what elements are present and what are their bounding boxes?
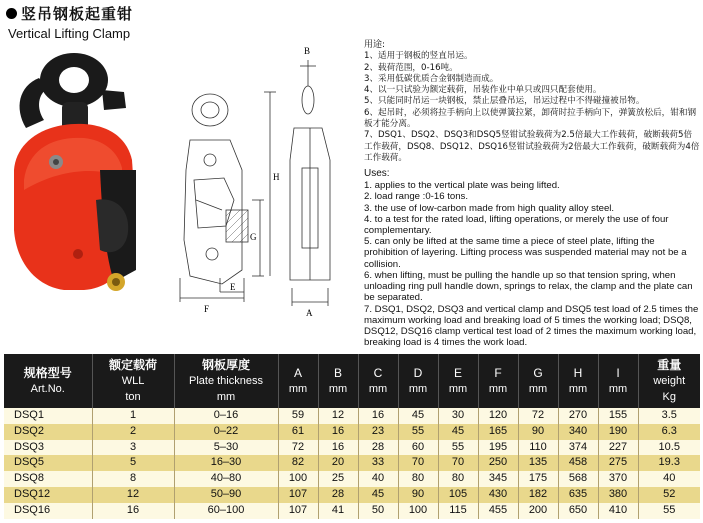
table-cell: 0–22 (174, 424, 278, 440)
table-cell: 70 (438, 455, 478, 471)
table-cell: 16 (318, 440, 358, 456)
table-cell: 227 (598, 440, 638, 456)
table-row (4, 440, 700, 456)
table-cell: 19.3 (638, 455, 700, 471)
table-cell: 52 (638, 487, 700, 503)
label-dim-g: G (250, 232, 257, 242)
table-cell: 33 (358, 455, 398, 471)
table-cell: 40 (358, 471, 398, 487)
table-cell: 115 (438, 503, 478, 519)
table-cell: 155 (598, 408, 638, 424)
table-cell: DSQ12 (4, 487, 92, 503)
table-cell: 0–16 (174, 408, 278, 424)
table-cell: 455 (478, 503, 518, 519)
table-cell: 55 (398, 424, 438, 440)
spec-table (4, 354, 700, 519)
bullet-icon (6, 8, 17, 19)
usage-cn-item: 1、适用于钢板的竖直吊运。 (364, 51, 473, 62)
table-cell: 107 (278, 487, 318, 503)
header-weight: 重量 weight Kg (638, 354, 700, 408)
header-thickness: 钢板厚度 Plate thickness mm (174, 354, 278, 408)
table-row (4, 424, 700, 440)
table-cell: 190 (598, 424, 638, 440)
usage-en-item: 5. can only be lifted at the same time a piece of steel plate, lifting the prohibition of layering. Lifting process was suspended material may not be a collision. (364, 236, 687, 270)
table-cell: 45 (438, 424, 478, 440)
table-cell: 195 (478, 440, 518, 456)
table-cell: 60–100 (174, 503, 278, 519)
usage-section (364, 40, 700, 348)
table-row (4, 455, 700, 471)
table-cell: 270 (558, 408, 598, 424)
usage-en-item: 3. the use of low-carbon made from high quality alloy steel. (364, 202, 615, 214)
table-cell: 25 (318, 471, 358, 487)
table-cell: 345 (478, 471, 518, 487)
table-cell: 45 (398, 408, 438, 424)
table-cell: 175 (518, 471, 558, 487)
table-cell: 12 (318, 408, 358, 424)
table-cell: DSQ5 (4, 455, 92, 471)
table-cell: 45 (358, 487, 398, 503)
table-cell: 374 (558, 440, 598, 456)
table-cell: 50 (358, 503, 398, 519)
page-title (6, 4, 133, 22)
table-cell: DSQ3 (4, 440, 92, 456)
table-cell: 82 (278, 455, 318, 471)
table-cell: 380 (598, 487, 638, 503)
table-cell: 12 (92, 487, 174, 503)
header-dim-g: G mm (518, 354, 558, 408)
usage-en-item: 1. applies to the vertical plate was being lifted. (364, 180, 560, 192)
table-cell: 55 (638, 503, 700, 519)
header-dim-a: A mm (278, 354, 318, 408)
technical-drawings (160, 40, 356, 330)
table-cell: 60 (398, 440, 438, 456)
header-wll: 额定载荷 WLL ton (92, 354, 174, 408)
header-dim-e: E mm (438, 354, 478, 408)
table-cell: 3 (92, 440, 174, 456)
table-cell: 275 (598, 455, 638, 471)
table-cell: 340 (558, 424, 598, 440)
header-dim-i: I mm (598, 354, 638, 408)
table-cell: 28 (318, 487, 358, 503)
table-cell: DSQ16 (4, 503, 92, 519)
table-cell: 182 (518, 487, 558, 503)
label-dim-a: A (306, 308, 313, 318)
label-dim-f: F (204, 304, 210, 314)
table-cell: 370 (598, 471, 638, 487)
usage-cn-item: 6、起吊时，必须将拉手柄向上以使弹簧拉紧，卸荷时拉手柄向下，弹簧放松后，钳和钢板才能分离。 (364, 107, 697, 130)
table-row (4, 503, 700, 519)
table-row (4, 408, 700, 424)
table-row (4, 487, 700, 503)
table-cell: 10.5 (638, 440, 700, 456)
header-dim-c: C mm (358, 354, 398, 408)
table-cell: 80 (398, 471, 438, 487)
table-cell: 90 (398, 487, 438, 503)
usage-cn-item: 5、只能同时吊运一块钢板，禁止层叠吊运，吊运过程中不得碰撞被吊物。 (364, 96, 645, 107)
table-cell: 41 (318, 503, 358, 519)
table-cell: 72 (278, 440, 318, 456)
table-cell: 1 (92, 408, 174, 424)
usage-cn-item: 3、采用低碳优质合金钢制造而成。 (364, 73, 499, 84)
usage-cn-item: 2、载荷范围，0-16吨。 (364, 62, 458, 73)
table-cell: DSQ2 (4, 424, 92, 440)
table-body (4, 408, 700, 519)
table-cell: 30 (438, 408, 478, 424)
table-cell: 8 (92, 471, 174, 487)
table-cell: 110 (518, 440, 558, 456)
table-cell: 5 (92, 455, 174, 471)
table-cell: 200 (518, 503, 558, 519)
table-cell: 100 (398, 503, 438, 519)
table-cell: 16 (358, 408, 398, 424)
header-model: 规格型号 Art.No. (4, 354, 92, 408)
usage-cn-item: 7、DSQ1、DSQ2、DSQ3和DSQ5竖钳试验载荷为2.5倍最大工作载荷，破断载荷5倍工作载荷，DSQ8、DSQ12、DSQ16竖钳试验载荷为2倍最大工作载荷，破断载荷为4倍工作载荷。 (364, 130, 700, 163)
table-cell: DSQ8 (4, 471, 92, 487)
product-photo (4, 50, 154, 320)
header-dim-h: H mm (558, 354, 598, 408)
label-dim-b: B (304, 46, 311, 56)
table-cell: 100 (278, 471, 318, 487)
header-dim-b: B mm (318, 354, 358, 408)
table-cell: 40 (638, 471, 700, 487)
table-cell: 135 (518, 455, 558, 471)
table-cell: 165 (478, 424, 518, 440)
table-cell: 23 (358, 424, 398, 440)
usage-en-item: 6. when lifting, must be pulling the handle up so that tension spring, when unloading ring pull handle down, springs to relax, the clamp and the plate can be separated. (364, 269, 693, 304)
usage-en-item: 4. to a test for the rated load, lifting operations, or merely the use of four complementary. (364, 213, 669, 237)
table-cell: 16 (318, 424, 358, 440)
table-cell: 650 (558, 503, 598, 519)
table-cell: 59 (278, 408, 318, 424)
table-cell: 635 (558, 487, 598, 503)
table-cell: 6.3 (638, 424, 700, 440)
table-cell: 72 (518, 408, 558, 424)
header-dim-f: F mm (478, 354, 518, 408)
table-cell: 5–30 (174, 440, 278, 456)
table-cell: 28 (358, 440, 398, 456)
table-cell: DSQ1 (4, 408, 92, 424)
table-cell: 250 (478, 455, 518, 471)
table-cell: 40–80 (174, 471, 278, 487)
usage-en-item: 7. DSQ1, DSQ2, DSQ3 and vertical clamp and DSQ5 test load of 2.5 times the maximum working load and breaking load of 5 times the working load; DSQ8, DSQ12, DSQ16 clamp vertical test load of 2 times the maximum working load, breaking load is 4 times the work load. (364, 303, 699, 349)
table-cell: 70 (398, 455, 438, 471)
table-cell: 3.5 (638, 408, 700, 424)
table-cell: 120 (478, 408, 518, 424)
table-cell: 16–30 (174, 455, 278, 471)
usage-cn-item: 4、以一只试验为额定载荷，吊装作业中单只或四只配套使用。 (364, 85, 602, 96)
table-cell: 90 (518, 424, 558, 440)
label-dim-h: H (273, 172, 280, 182)
title-english: Vertical Lifting Clamp (8, 26, 131, 41)
table-cell: 61 (278, 424, 318, 440)
table-cell: 55 (438, 440, 478, 456)
usage-en-item: 2. load range :0-16 tons. (364, 191, 469, 203)
table-cell: 410 (598, 503, 638, 519)
table-cell: 2 (92, 424, 174, 440)
header-dim-d: D mm (398, 354, 438, 408)
table-cell: 20 (318, 455, 358, 471)
label-dim-e: E (230, 282, 236, 292)
table-cell: 107 (278, 503, 318, 519)
table-row (4, 471, 700, 487)
table-cell: 16 (92, 503, 174, 519)
table-header-row (4, 354, 700, 408)
table-cell: 50–90 (174, 487, 278, 503)
table-cell: 458 (558, 455, 598, 471)
table-cell: 568 (558, 471, 598, 487)
table-cell: 430 (478, 487, 518, 503)
title-chinese: 竖吊钢板起重钳 (21, 4, 134, 23)
table-cell: 80 (438, 471, 478, 487)
usage-cn-heading: 用途: (364, 40, 386, 50)
usage-en-heading: Uses: (364, 168, 390, 180)
table-cell: 105 (438, 487, 478, 503)
